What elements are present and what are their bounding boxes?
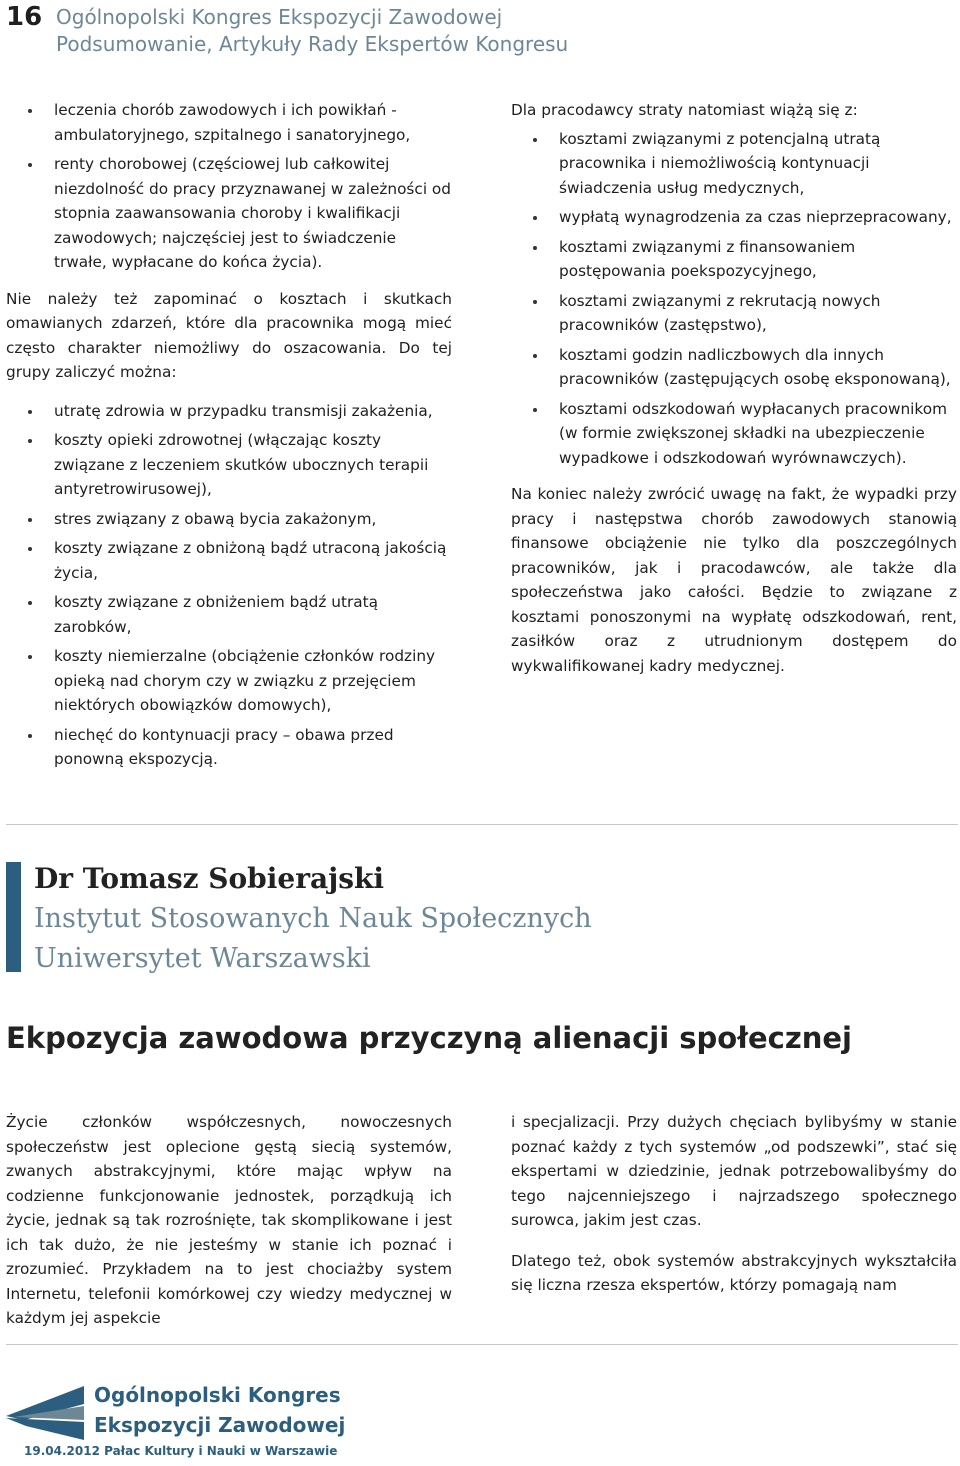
- list-item: koszty opieki zdrowotnej (włączając koszty związane z leczeniem skutków ubocznych terapii antyretrowirusowej),: [6, 428, 452, 502]
- list-item: kosztami związanymi z rekrutacją nowych pracowników (zastępstwo),: [511, 289, 957, 338]
- employer-costs-list: [511, 127, 957, 471]
- article-right-column: [511, 1110, 957, 1314]
- list-item: koszty niemierzalne (obciążenie członków rodziny opieką nad chorym czy w związku z przejęciem niektórych obowiązków domowych),: [6, 644, 452, 718]
- list-item: koszty związane z obniżoną bądź utraconą jakością życia,: [6, 536, 452, 585]
- footer-title-line1: Ogólnopolski Kongres: [94, 1383, 341, 1407]
- list-item: kosztami związanymi z finansowaniem postępowania poekspozycyjnego,: [511, 235, 957, 284]
- author-name: Dr Tomasz Sobierajski: [34, 862, 385, 895]
- author-university: Uniwersytet Warszawski: [34, 943, 371, 974]
- employee-costs-list: [6, 399, 452, 772]
- top-bullet-list: [6, 98, 452, 275]
- list-item: niechęć do kontynuacji pracy – obawa przed ponowną ekspozycją.: [6, 723, 452, 772]
- footer-divider: [6, 1344, 958, 1345]
- list-item: leczenia chorób zawodowych i ich powikłań - ambulatoryjnego, szpitalnego i sanatoryjnego,: [6, 98, 452, 147]
- footer-title-line2: Ekspozycji Zawodowej: [94, 1413, 346, 1437]
- list-item: utratę zdrowia w przypadku transmisji zakażenia,: [6, 399, 452, 424]
- intro-text: Dla pracodawcy straty natomiast wiążą się z:: [511, 101, 858, 119]
- footer-logo: [6, 1378, 366, 1464]
- list-item: kosztami związanymi z potencjalną utratą pracownika i niemożliwością kontynuacji świadczenia usług medycznych,: [511, 127, 957, 201]
- footer-congress-name: [94, 1380, 345, 1440]
- author-block: [6, 858, 706, 974]
- article-left-column: [6, 1110, 452, 1347]
- author-institute: Instytut Stosowanych Nauk Społecznych: [34, 903, 592, 934]
- right-column: [511, 98, 957, 692]
- list-item: renty chorobowej (częściowej lub całkowitej niezdolność do pracy przyznawanej w zależności od stopnia zaawansowania choroby i kwalifikacji zawodowych; najczęściej jest to świadczenie trwałe, wypłacane do końca życia).: [6, 152, 452, 275]
- page-header: [6, 2, 906, 62]
- list-item: koszty związane z obniżeniem bądź utratą zarobków,: [6, 590, 452, 639]
- body-paragraph: Na koniec należy zwrócić uwagę na fakt, że wypadki przy pracy i następstwa chorób zawodowych stanowią finansowe obciążenie nie tylko dla poszczególnych pracowników, jak i pracodawców, ale także dla społeczeństwa jako całości. Będzie to związane z kosztami ponoszonymi na wypłatę odszkodowań, rent, zasiłków oraz z utrudnionym dostępem do wykwalifikowanej kadry medycznej.: [511, 485, 957, 675]
- body-paragraph: Nie należy też zapominać o kosztach i skutkach omawianych zdarzeń, które dla pracownika mogą mieć często charakter niemożliwy do oszacowania. Do tej grupy zaliczyć można:: [6, 289, 452, 381]
- left-column: [6, 98, 452, 777]
- author-accent-bar: [6, 862, 21, 972]
- article-paragraph: Życie członków współczesnych, nowoczesnych społeczeństw jest oplecione gęstą siecią systemów, zwanych abstrakcyjnymi, które mając wpływ na codzienne funkcjonowanie jednostek, porządkują ich życie, jednak są tak rozrośnięte, tak skomplikowane i jest ich tak dużo, że nie jesteśmy w stanie ich poznać i zrozumieć. Przykładem na to jest chociażby system Internetu, telefonii komórkowej czy wiedzy medycznej w każdym jej aspekcie: [6, 1113, 452, 1327]
- congress-logo-icon: [6, 1382, 86, 1442]
- article-paragraph: i specjalizacji. Przy dużych chęciach bylibyśmy w stanie poznać każdy z tych systemów „od podszewki”, stać się ekspertami w dziedzinie, jednak potrzebowalibyśmy do tego najcenniejszego i najrzadszego społecznego surowca, jakim jest czas.: [511, 1113, 957, 1229]
- list-item: stres związany z obawą bycia zakażonym,: [6, 507, 452, 532]
- list-item: wypłatą wynagrodzenia za czas nieprzepracowany,: [511, 205, 957, 230]
- running-title: [56, 4, 568, 58]
- article-title: Ekpozycja zawodowa przyczyną alienacji społecznej: [6, 1021, 852, 1055]
- list-item: kosztami godzin nadliczbowych dla innych pracowników (zastępujących osobę eksponowaną),: [511, 343, 957, 392]
- footer-date-place: 19.04.2012 Pałac Kultury i Nauki w Warszawie: [24, 1444, 338, 1458]
- running-title-line2: Podsumowanie, Artykuły Rady Ekspertów Kongresu: [56, 32, 569, 56]
- list-item: kosztami odszkodowań wypłacanych pracownikom (w formie zwiększonej składki na ubezpieczenie wypadkowe i odszkodowań wyrównawczych).: [511, 397, 957, 471]
- running-title-line1: Ogólnopolski Kongres Ekspozycji Zawodowej: [56, 5, 503, 29]
- page-number: 16: [6, 2, 43, 32]
- article-paragraph: Dlatego też, obok systemów abstrakcyjnych wykształciła się liczna rzesza ekspertów, którzy pomagają nam: [511, 1251, 957, 1294]
- section-divider: [6, 824, 958, 825]
